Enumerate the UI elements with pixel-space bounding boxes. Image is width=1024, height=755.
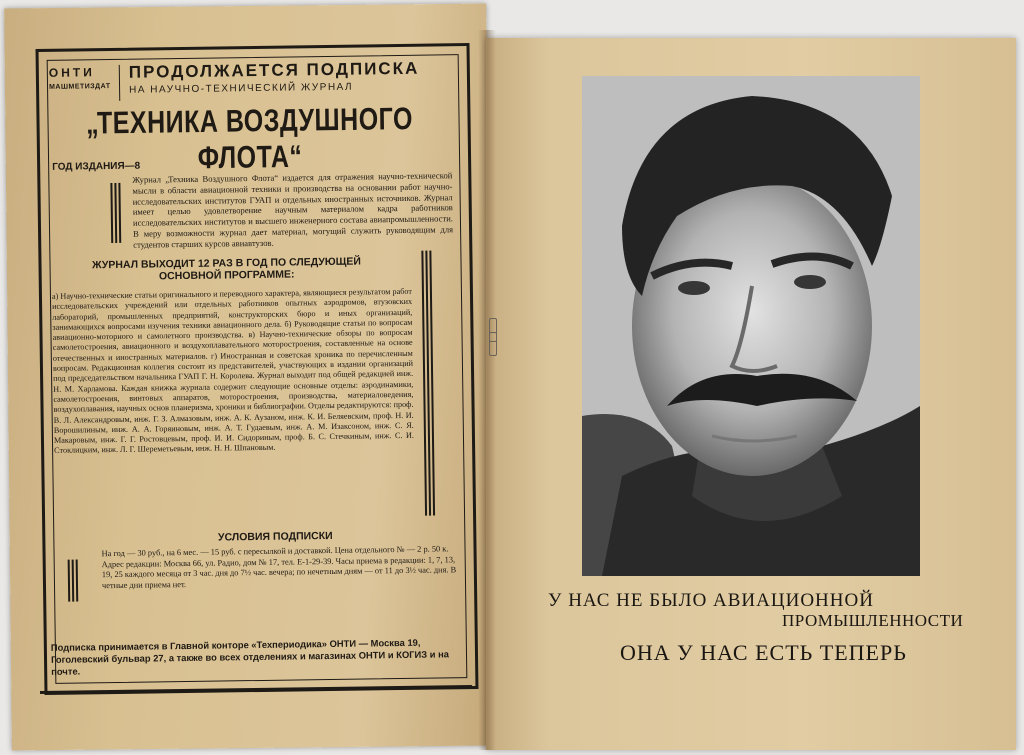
decorative-bars — [110, 183, 121, 243]
terms-text: На год — 30 руб., на 6 мес. — 15 руб. с пересылкой и доставкой. Цена отдельного № — 2 р. 50 к. Адрес редакции: Москва 66, ул. Радио, дом № 17, тел. Е-1-29-39. Часы приема в редакции: 1, 7, 13, 19, 25 каждого месяца от 3 час. дня до 7½ час. вечера; по нечетным дням — от 11 до 3½ час. дня. В четные дни приема нет. — [101, 544, 457, 590]
staple — [489, 332, 497, 356]
caption-line-2: ПРОМЫШЛЕННОСТИ — [782, 611, 964, 630]
caption-line-1: У НАС НЕ БЫЛО АВИАЦИОННОЙ — [548, 590, 874, 611]
ad-subheadline: НА НАУЧНО-ТЕХНИЧЕСКИЙ ЖУРНАЛ — [129, 81, 354, 96]
program-heading: ЖУРНАЛ ВЫХОДИТ 12 РАЗ В ГОД ПО СЛЕДУЮЩЕЙ ОСНОВНОЙ ПРОГРАММЕ: — [91, 255, 362, 283]
journal-title: „ТЕХНИКА ВОЗДУШНОГО ФЛОТА“ — [85, 101, 414, 176]
portrait-photo — [582, 76, 920, 576]
portrait-illustration — [582, 76, 920, 576]
publisher-name: ОНТИ — [48, 65, 95, 80]
subscription-info: Подписка принимается в Главной конторе «Техпериодика» ОНТИ — Москва 19, Гоголевский бульвар 27, а также во всех отделениях и магазинах ОНТИ и КОГИЗ и на почте. — [50, 636, 450, 677]
caption-line-3: ОНА У НАС ЕСТЬ ТЕПЕРЬ — [620, 640, 907, 665]
book-gutter — [478, 30, 496, 750]
journal-intro: Журнал „Техника Воздушного Флота“ издается для отражения научно-технической мысли в области авиационной техники и производства на основании работ научно-исследовательских институтов ГУАП и отдельных иностранных источников. Журнал имеет целью удовлетворение научным материалом кадра работников исследовательских институтов и высшего инженерного состава авиапромышленности. В меру возможности журнал дает материал, могущий служить руководящим для студентов старших курсов авиавтузов. — [132, 170, 454, 250]
terms-heading: УСЛОВИЯ ПОДПИСКИ — [217, 529, 333, 544]
publisher-subname: МАШМЕТИЗДАТ — [48, 83, 111, 91]
decorative-bars — [68, 560, 79, 602]
subscription-advertisement — [36, 43, 479, 695]
ad-headline: ПРОДОЛЖАЕТСЯ ПОДПИСКА — [128, 58, 420, 82]
program-text: а) Научно-технические статьи оригинального и переводного характера, являющиеся результатом работ исследовательских учреждений или отдельных работников опытных аэродромов, втузовских лабораторий, промышленных предприятий, конструкторских бюро и иных организаций, занимающихся вопросами изучения техники авиационного дела. б) Руководящие статьи по вопросам авиационно-моторного и самолетного производства. в) Научно-технические обзоры по вопросам самолетостроения, авиационного и воздухоплавательного моторостроения, составленные на основе отечественных и иностранных материалов. г) Иностранная и советская хроника по перечисленным вопросам. Редакционная коллегия состоит из представителей, участвующих в издании организаций под председательством начальника ГУАП Г. Н. Королева. Журнал выходит под общей редакцией инж. Н. М. Харламова. Каждая книжка журнала содержит следующие основные отделы: аэродинамики, самолетостроения, винтовых аппаратов, моторостроения, производства, материаловедения, воздухоплавания, научных основ планеризма, хроники и библиографии. Отделы редактируются: проф. В. Л. Александровым, инж. Г. З. Алмазовым, инж. А. К. Аузаном, инж. К. И. Беляевским, проф. Н. И. Ворошилиным, инж. А. А. Горяиновым, инж. А. Т. Гудаевым, инж. А. М. Изаксоном, инж. С. Я. Макаровым, инж. Г. Г. Ростовцевым, проф. И. И. Сидориным, проф. Б. С. Стечкиным, инж. С. И. Стоклицким, инж. Л. Г. Шереметьевым, инж. Н. Н. Шпановым. — [51, 286, 415, 456]
publication-year: ГОД ИЗДАНИЯ—8 — [52, 160, 141, 173]
publisher-logo — [49, 65, 120, 102]
